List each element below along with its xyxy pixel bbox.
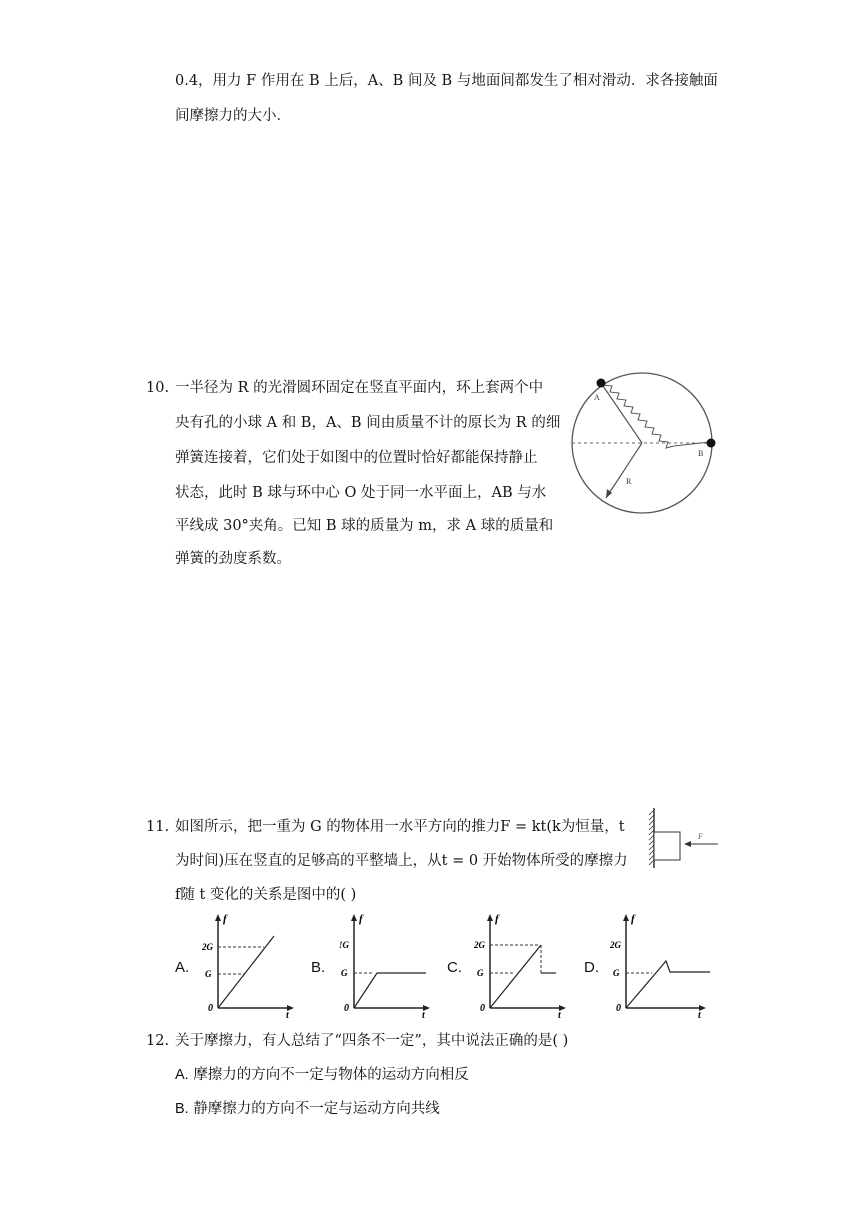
q10-line-4: 状态，此时 B 球与环中心 O 处于同一水平面上，AB 与水 xyxy=(175,485,547,501)
ball-a xyxy=(597,379,606,388)
option-b-label[interactable]: B. xyxy=(311,959,326,976)
q12-choice-b-text: 静摩擦力的方向不一定与运动方向共线 xyxy=(193,1101,440,1117)
svg-text:f: f xyxy=(223,913,227,925)
option-c-curve xyxy=(490,945,541,1008)
svg-text:2G: 2G xyxy=(610,940,621,950)
option-d-curve xyxy=(626,961,710,1008)
radius-r-line xyxy=(606,443,642,498)
q10-line-2: 央有孔的小球 A 和 B，A、B 间由质量不计的原长为 R 的细 xyxy=(175,415,561,431)
q9-line-1: 0.4，用力 F 作用在 B 上后，A、B 间及 B 与地面间都发生了相对滑动．求各接触面 xyxy=(175,73,718,89)
q12-choice-a-text: 摩擦力的方向不一定与物体的运动方向相反 xyxy=(193,1067,469,1083)
q10-line-1: 一半径为 R 的光滑圆环固定在竖直平面内，环上套两个中 xyxy=(175,380,544,396)
q9-line-2: 间摩擦力的大小． xyxy=(175,108,291,124)
q11-line-1: 如图所示，把一重为 G 的物体用一水平方向的推力F = kt(k为恒量，t xyxy=(175,819,625,835)
option-a-graph[interactable] xyxy=(198,910,296,1020)
svg-text:G: G xyxy=(205,969,212,979)
option-c-label[interactable]: C. xyxy=(447,959,462,976)
svg-text:f: f xyxy=(631,913,635,925)
svg-text:t: t xyxy=(558,1010,561,1020)
q10-line-6: 弹簧的劲度系数。 xyxy=(175,551,291,567)
q10-ring-figure xyxy=(566,372,718,520)
q12-number: 12. xyxy=(146,1033,170,1049)
q10-number: 10. xyxy=(146,380,170,396)
q10-line-3: 弹簧连接着，它们处于如图中的位置时恰好都能保持静止 xyxy=(175,450,538,466)
q11-line-2: 为时间)压在竖直的足够高的平整墙上，从t = 0 开始物体所受的摩擦力 xyxy=(175,853,628,869)
svg-text:0: 0 xyxy=(616,1003,621,1014)
svg-text:G: G xyxy=(477,968,484,978)
svg-text:2G: 2G xyxy=(202,942,213,952)
svg-text:2G: 2G xyxy=(474,940,485,950)
label-r: R xyxy=(626,477,632,486)
option-b-graph[interactable] xyxy=(334,910,432,1020)
option-d-graph[interactable] xyxy=(606,910,710,1020)
svg-text:G: G xyxy=(613,968,620,978)
q12-choice-b[interactable] xyxy=(175,1099,440,1119)
q11-number: 11. xyxy=(146,819,170,835)
svg-text:t: t xyxy=(422,1010,425,1020)
q11-wall-figure xyxy=(642,806,720,870)
svg-text:G: G xyxy=(341,968,348,978)
force-label: F xyxy=(698,832,703,841)
svg-text:f: f xyxy=(495,913,499,925)
option-a-label[interactable]: A. xyxy=(175,959,190,976)
q12-choice-a-label: A. xyxy=(175,1067,189,1083)
q12-stem: 关于摩擦力，有人总结了“四条不一定”，其中说法正确的是( ) xyxy=(175,1033,569,1049)
svg-text:f: f xyxy=(359,913,363,925)
option-b-curve xyxy=(354,973,426,1008)
label-b: B xyxy=(698,449,704,458)
q10-line-5: 平线成 30°夹角。已知 B 球的质量为 m，求 A 球的质量和 xyxy=(175,518,554,534)
svg-text:0: 0 xyxy=(344,1003,349,1014)
q11-line-3: f随 t 变化的关系是图中的( ) xyxy=(175,887,357,903)
svg-text:t: t xyxy=(698,1010,701,1020)
ball-b xyxy=(707,439,716,448)
svg-text:!G: !G xyxy=(339,940,350,950)
radius-oa-line xyxy=(601,383,642,443)
svg-text:t: t xyxy=(286,1010,289,1020)
svg-text:0: 0 xyxy=(208,1003,213,1014)
spring xyxy=(603,385,710,448)
q12-choice-b-label: B. xyxy=(175,1101,189,1117)
option-d-label[interactable]: D. xyxy=(584,959,599,976)
option-c-graph[interactable] xyxy=(470,910,568,1020)
block xyxy=(654,832,680,860)
force-arrowhead xyxy=(684,841,691,847)
svg-text:0: 0 xyxy=(480,1003,485,1014)
label-a: A xyxy=(594,393,600,402)
q12-choice-a[interactable] xyxy=(175,1065,469,1085)
